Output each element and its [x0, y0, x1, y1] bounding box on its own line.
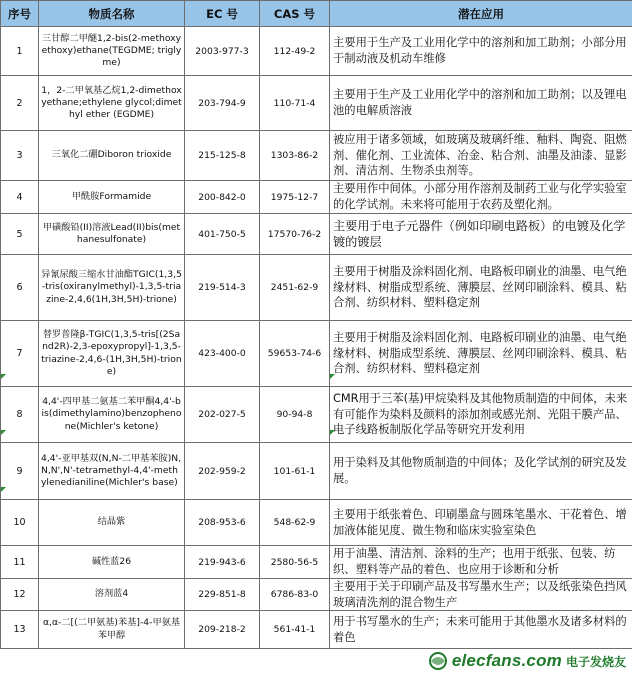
header-substance-name: 物质名称 — [39, 1, 185, 27]
table-row — [1, 181, 632, 214]
header-no: 序号 — [1, 1, 39, 27]
cell-corner-marker — [1, 430, 6, 435]
substance-name: 异氰尿酸三缩水甘油酯TGIC(1,3,5-tris(oxiranylmethyl)-1,3,5-triazine-2,4,6(1H,3H,5H)-trione) — [39, 255, 185, 321]
potential-use: 主要用于树脂及涂料固化剂、电路板印刷业的油墨、电气绝缘材料、树脂成型系统、薄膜层、丝网印刷涂料、模具、粘合剂、纺织材料、塑料稳定剂 — [330, 255, 632, 321]
potential-use: 用于染料及其他物质制造的中间体；及化学试剂的研究及发展。 — [330, 443, 632, 500]
cas-number: 548-62-9 — [260, 500, 330, 546]
substance-name: 甲酰胺Formamide — [39, 181, 185, 214]
row-no: 9 — [1, 443, 39, 500]
potential-use: 主要用于生产及工业用化学中的溶剂和加工助剂；小部分用于制动液及机动车维修 — [330, 27, 632, 76]
table-row — [1, 255, 632, 321]
cell-corner-marker — [330, 430, 335, 435]
row-no: 13 — [1, 611, 39, 649]
potential-use: 主要用于电子元器件（例如印刷电路板）的电镀及化学镀的镀层 — [330, 214, 632, 255]
potential-use: 主要用作中间体。小部分用作溶剂及制药工业与化学实验室的化学试剂。未来将可能用于农药及塑化剂。 — [330, 181, 632, 214]
cas-number: 1975-12-7 — [260, 181, 330, 214]
row-no: 6 — [1, 255, 39, 321]
cas-number: 17570-76-2 — [260, 214, 330, 255]
ec-number: 209-218-2 — [185, 611, 260, 649]
table-row — [1, 321, 632, 387]
row-no: 11 — [1, 546, 39, 579]
row-no: 4 — [1, 181, 39, 214]
potential-use: 用于油墨、清洁剂、涂料的生产；也用于纸张、包装、纺织、塑料等产品的着色、也应用于诊断和分析 — [330, 546, 632, 579]
substance-name: 碱性蓝26 — [39, 546, 185, 579]
ec-number: 229-851-8 — [185, 579, 260, 611]
ec-number: 200-842-0 — [185, 181, 260, 214]
substance-name: 溶剂蓝4 — [39, 579, 185, 611]
cas-number: 110-71-4 — [260, 76, 330, 131]
table-row — [1, 76, 632, 131]
table-row — [1, 387, 632, 443]
row-no: 2 — [1, 76, 39, 131]
row-no: 10 — [1, 500, 39, 546]
row-no: 3 — [1, 131, 39, 181]
row-no: 5 — [1, 214, 39, 255]
substance-name: α,α-二[(二甲氨基)苯基]-4-甲氨基苯甲醇 — [39, 611, 185, 649]
row-no: 12 — [1, 579, 39, 611]
potential-use: 被应用于诸多领域，如玻璃及玻璃纤维、釉料、陶瓷、阻燃剂、催化剂、工业流体、冶金、粘合剂、油墨及油漆、显影剂、清洁剂、生物杀虫剂等。 — [330, 131, 632, 181]
ec-number: 202-959-2 — [185, 443, 260, 500]
cas-number: 2580-56-5 — [260, 546, 330, 579]
potential-use: CMR用于三苯(基)甲烷染料及其他物质制造的中间体，未来有可能作为染料及颜料的添加剂或感光剂、光阻干膜产品、电子线路板制版化学品等研究开发利用 — [330, 387, 632, 443]
cas-number: 1303-86-2 — [260, 131, 330, 181]
ec-number: 219-514-3 — [185, 255, 260, 321]
table-header-row — [1, 1, 632, 27]
ec-number: 219-943-6 — [185, 546, 260, 579]
ec-number: 2003-977-3 — [185, 27, 260, 76]
watermark-brand: 电子发烧友 — [565, 654, 626, 669]
header-cas-number: CAS 号 — [260, 1, 330, 27]
substance-name: 1，2-二甲氧基乙烷1,2-dimethoxyethane;ethylene glycol;dimethyl ether (EGDME) — [39, 76, 185, 131]
ec-number: 208-953-6 — [185, 500, 260, 546]
substance-name: 4,4'-亚甲基双(N,N-二甲基苯胺)N,N,N',N'-tetramethyl-4,4'-methylenedianiline(Michler's base) — [39, 443, 185, 500]
potential-use: 主要用于树脂及涂料固化剂、电路板印刷业的油墨、电气绝缘材料、树脂成型系统、薄膜层、丝网印刷涂料、模具、粘合剂、纺织材料、塑料稳定剂 — [330, 321, 632, 387]
ec-number: 215-125-8 — [185, 131, 260, 181]
cas-number: 90-94-8 — [260, 387, 330, 443]
cas-number: 561-41-1 — [260, 611, 330, 649]
cas-number: 6786-83-0 — [260, 579, 330, 611]
table-row — [1, 579, 632, 611]
substance-name: 三甘醇二甲醚1,2-bis(2-methoxyethoxy)ethane(TEGDME; triglyme) — [39, 27, 185, 76]
cell-corner-marker — [1, 487, 6, 492]
row-no: 1 — [1, 27, 39, 76]
cas-number: 101-61-1 — [260, 443, 330, 500]
table-row — [1, 611, 632, 649]
ec-number: 202-027-5 — [185, 387, 260, 443]
potential-use: 主要用于纸张着色、印刷墨盒与圆珠笔墨水、干花着色、增加液体能见度、微生物和临床实验室染色 — [330, 500, 632, 546]
cell-corner-marker — [330, 374, 335, 379]
table-row — [1, 214, 632, 255]
potential-use: 主要用于生产及工业用化学中的溶剂和加工助剂；以及锂电池的电解质溶液 — [330, 76, 632, 131]
cas-number: 112-49-2 — [260, 27, 330, 76]
header-potential-use: 潜在应用 — [330, 1, 632, 27]
cas-number: 59653-74-6 — [260, 321, 330, 387]
table-row — [1, 131, 632, 181]
ec-number: 401-750-5 — [185, 214, 260, 255]
table-row — [1, 500, 632, 546]
cell-corner-marker — [1, 374, 6, 379]
substance-name: 结晶紫 — [39, 500, 185, 546]
ec-number: 203-794-9 — [185, 76, 260, 131]
elecfans-logo-icon — [426, 651, 450, 671]
substance-name: 甲磺酸铅(II)溶液Lead(II)bis(methanesulfonate) — [39, 214, 185, 255]
potential-use: 主要用于关于印刷产品及书写墨水生产；以及纸张染色挡风玻璃清洗剂的混合物生产 — [330, 579, 632, 611]
substance-name: 4,4'-四甲基二氨基二苯甲酮4,4'-bis(dimethylamino)benzophenone(Michler's ketone) — [39, 387, 185, 443]
elecfans-watermark — [426, 651, 626, 671]
table-row — [1, 546, 632, 579]
substance-name: 替罗普隆β-TGIC(1,3,5-tris[(2Sand2R)-2,3-epoxypropyl]-1,3,5-triazine-2,4,6-(1H,3H,5H)-trione) — [39, 321, 185, 387]
table-row — [1, 443, 632, 500]
row-no: 8 — [1, 387, 39, 443]
cas-number: 2451-62-9 — [260, 255, 330, 321]
table-row — [1, 27, 632, 76]
row-no: 7 — [1, 321, 39, 387]
ec-number: 423-400-0 — [185, 321, 260, 387]
potential-use: 用于书写墨水的生产；未来可能用于其他墨水及诸多材料的着色 — [330, 611, 632, 649]
header-ec-number: EC 号 — [185, 1, 260, 27]
watermark-site: elecfans.com — [451, 651, 562, 670]
substance-name: 三氧化二硼Diboron trioxide — [39, 131, 185, 181]
